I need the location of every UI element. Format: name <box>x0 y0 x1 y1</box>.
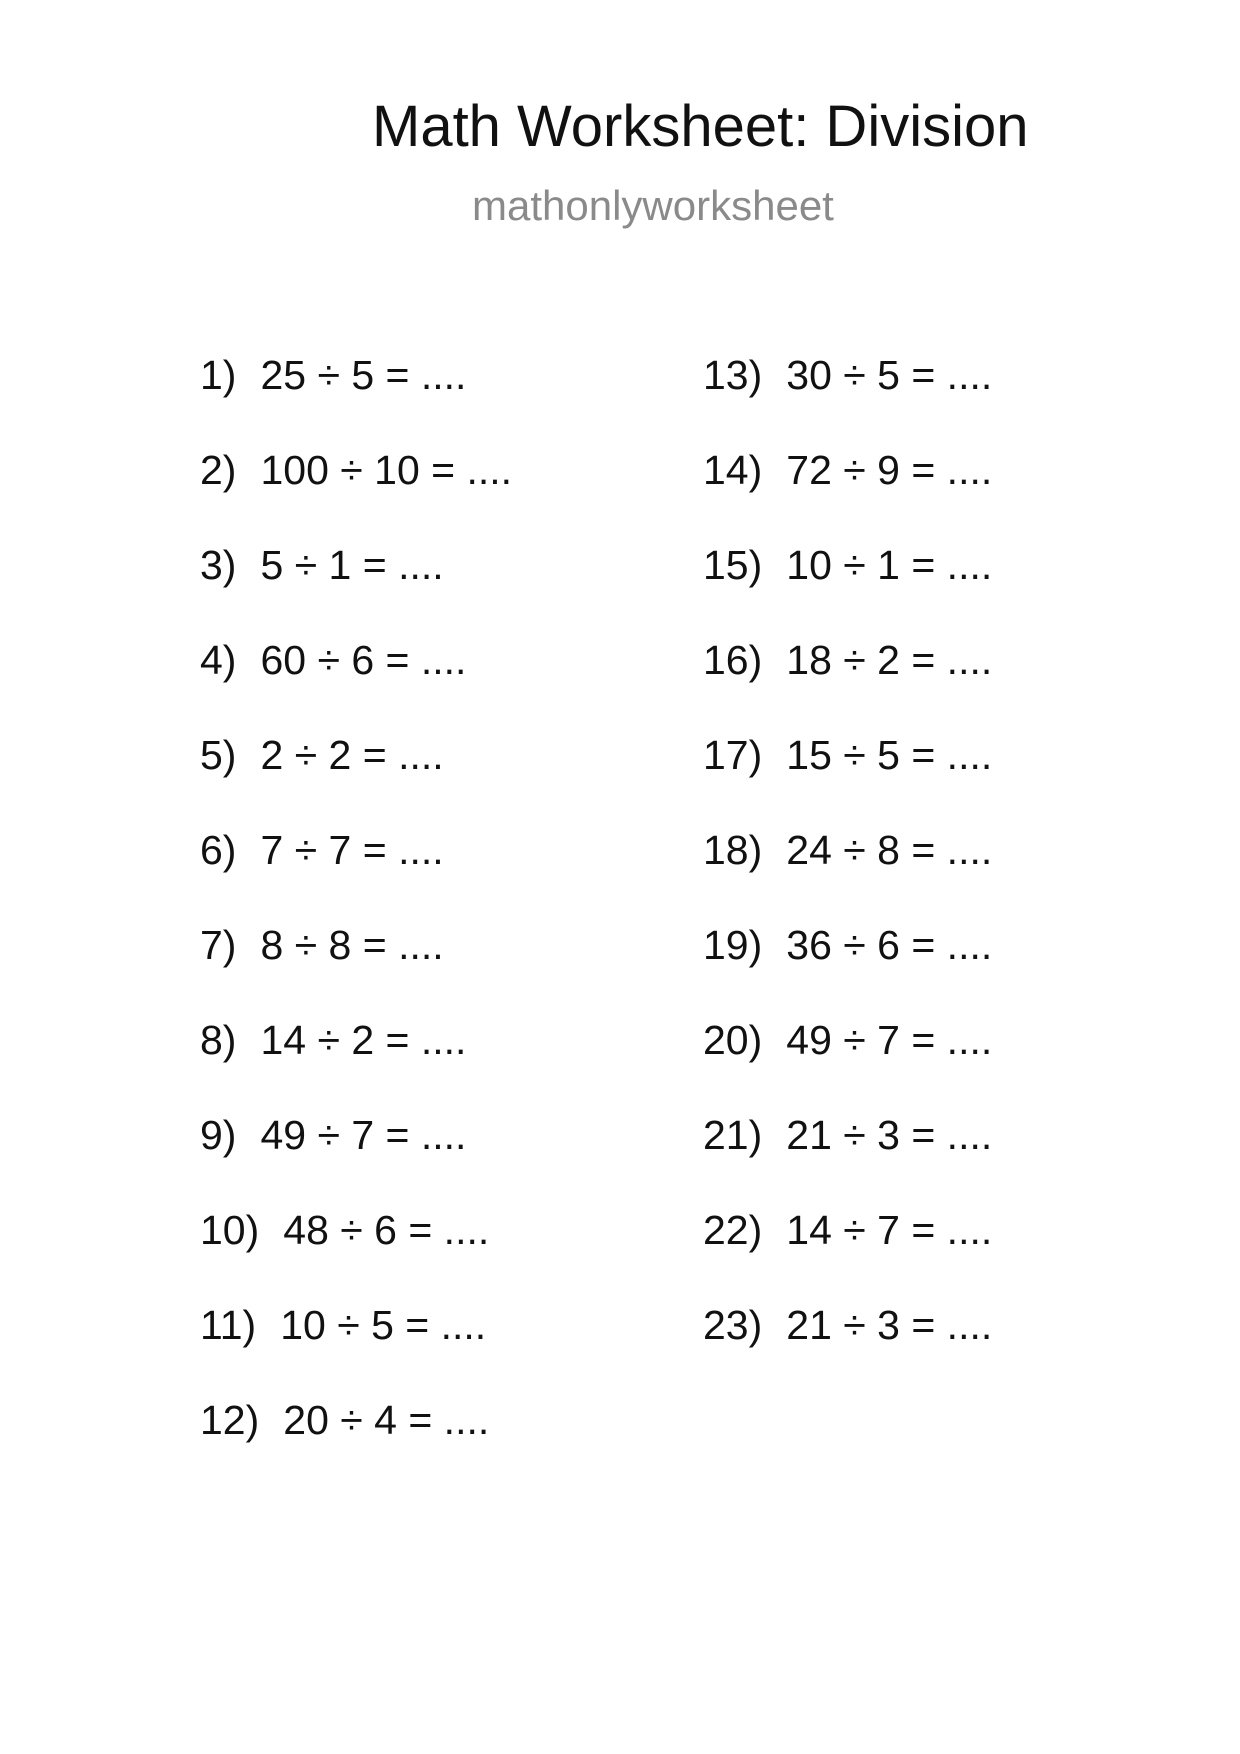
problem-item <box>200 1397 660 1495</box>
problem-number: 8) <box>200 1017 237 1063</box>
problem-number: 20) <box>703 1017 763 1063</box>
problem-expression: 10 ÷ 1 = .... <box>786 542 993 588</box>
problem-item <box>703 447 1163 545</box>
problem-number: 4) <box>200 637 237 683</box>
problem-item <box>703 1302 1163 1400</box>
problem-item <box>703 352 1163 450</box>
problem-item <box>200 1017 660 1115</box>
problem-number: 12) <box>200 1397 260 1443</box>
problem-item <box>200 1207 660 1305</box>
problem-expression: 49 ÷ 7 = .... <box>260 1112 467 1158</box>
problem-number: 14) <box>703 447 763 493</box>
problem-item <box>200 1112 660 1210</box>
problem-expression: 20 ÷ 4 = .... <box>283 1397 490 1443</box>
problem-number: 17) <box>703 732 763 778</box>
problem-number: 18) <box>703 827 763 873</box>
problem-expression: 10 ÷ 5 = .... <box>280 1302 487 1348</box>
problem-expression: 5 ÷ 1 = .... <box>260 542 444 588</box>
problem-expression: 2 ÷ 2 = .... <box>260 732 444 778</box>
problem-column-left <box>200 352 660 1495</box>
problem-item <box>200 447 660 545</box>
problem-expression: 14 ÷ 2 = .... <box>260 1017 467 1063</box>
problem-item <box>200 637 660 735</box>
problem-number: 9) <box>200 1112 237 1158</box>
problem-item <box>703 1112 1163 1210</box>
problem-number: 21) <box>703 1112 763 1158</box>
problem-number: 22) <box>703 1207 763 1253</box>
problem-number: 5) <box>200 732 237 778</box>
problem-expression: 7 ÷ 7 = .... <box>260 827 444 873</box>
page-title: Math Worksheet: Division <box>372 94 1029 159</box>
problem-item <box>200 732 660 830</box>
problem-number: 2) <box>200 447 237 493</box>
problem-number: 23) <box>703 1302 763 1348</box>
problem-expression: 48 ÷ 6 = .... <box>283 1207 490 1253</box>
problem-number: 19) <box>703 922 763 968</box>
problem-item <box>200 1302 660 1400</box>
problem-expression: 24 ÷ 8 = .... <box>786 827 993 873</box>
problem-item <box>703 1017 1163 1115</box>
problem-expression: 30 ÷ 5 = .... <box>786 352 993 398</box>
problem-item <box>703 637 1163 735</box>
problem-expression: 15 ÷ 5 = .... <box>786 732 993 778</box>
problem-item <box>703 1207 1163 1305</box>
problem-expression: 100 ÷ 10 = .... <box>260 447 513 493</box>
problem-expression: 72 ÷ 9 = .... <box>786 447 993 493</box>
problem-number: 13) <box>703 352 763 398</box>
problem-item <box>200 922 660 1020</box>
problem-expression: 49 ÷ 7 = .... <box>786 1017 993 1063</box>
problem-number: 10) <box>200 1207 260 1253</box>
problem-expression: 21 ÷ 3 = .... <box>786 1112 993 1158</box>
problem-number: 6) <box>200 827 237 873</box>
page-subtitle: mathonlyworksheet <box>472 182 834 229</box>
problem-item <box>200 542 660 640</box>
problem-column-right <box>703 352 1163 1400</box>
problem-item <box>200 827 660 925</box>
problem-expression: 18 ÷ 2 = .... <box>786 637 993 683</box>
problem-expression: 21 ÷ 3 = .... <box>786 1302 993 1348</box>
problem-item <box>200 352 660 450</box>
problem-expression: 25 ÷ 5 = .... <box>260 352 467 398</box>
problem-number: 11) <box>200 1302 257 1348</box>
problem-item <box>703 542 1163 640</box>
problem-item <box>703 732 1163 830</box>
problem-number: 7) <box>200 922 237 968</box>
problem-item <box>703 922 1163 1020</box>
problem-number: 15) <box>703 542 763 588</box>
problem-item <box>703 827 1163 925</box>
problem-number: 3) <box>200 542 237 588</box>
problem-expression: 14 ÷ 7 = .... <box>786 1207 993 1253</box>
problem-expression: 36 ÷ 6 = .... <box>786 922 993 968</box>
problem-number: 1) <box>200 352 237 398</box>
problem-number: 16) <box>703 637 763 683</box>
problem-expression: 60 ÷ 6 = .... <box>260 637 467 683</box>
problem-expression: 8 ÷ 8 = .... <box>260 922 444 968</box>
